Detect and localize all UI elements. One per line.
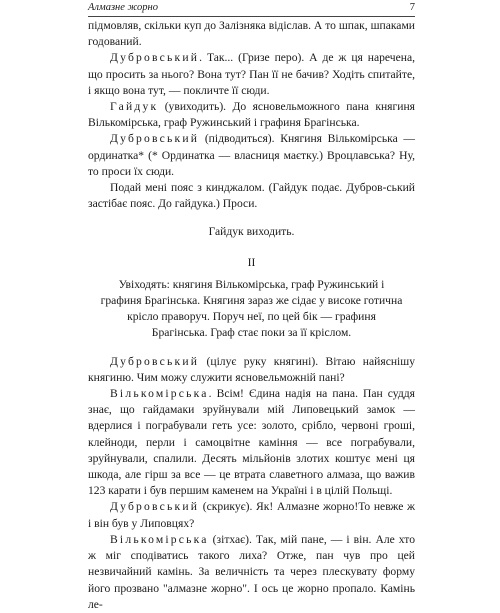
act-heading: II [247,255,256,269]
speaker-name: Вількомірська [110,532,209,546]
speaker-name: Дубровський [110,500,200,514]
stage-direction: Увіходять: княгиня Вількомірська, граф Ружинський і графиня Брагінська. Княгиня зараз же сідає у високе готична крісло праворуч. Поруч неї, по цей бік — графиня Брагінська. Граф стає поки за її кріслом. [100,277,403,340]
dialogue-text: (підводиться). Княгиня Вількомірська — ординатка* (* Ординатка — власниця маєтку.) Вроцлавська? Ну, то проси їх сюди. [88,132,415,178]
speaker-name: Гайдук [110,100,159,114]
running-header [88,2,415,17]
dialogue-text: (увиходить). До ясновельможного пана княгиня Вількомірська, граф Ружинський і графиня Брагінська. [88,100,415,130]
paragraph: Подай мені пояс з кинджалом. (Гайдук подає. Дубров-ський застібає пояс. До гайдука.) Проси. [88,181,415,211]
speaker-name: Дубровський [110,51,200,65]
running-title: Алмазне жорно [88,2,158,13]
dialogue-line [88,50,415,99]
dialogue-text: (зітхає). Так, мій пане, — і він. Але хто ж міг сподіватись такого лиха? Отже, пан чув про цей незвичайний камінь. За величність та через плескувату форму його прозвано "алмазне жорно". І ось це жорно пропало. Камінь ле- [88,532,415,611]
dialogue-text: . Так... (Гризе перо). А де ж ця наречена, що просить за нього? Вона тут? Пан її не бачив? Ходіть спитайте, і якщо вона тут, — покличте її сюди. [88,51,415,97]
speaker-name: Дубровський [110,132,200,146]
paragraph: підмовляв, скільки куп до Залізняка відіслав. А то шпак, шпаками годований. [88,19,415,49]
page-body [88,18,415,613]
dialogue-line [88,386,415,499]
dialogue-line [88,354,415,386]
dialogue-line [88,99,415,131]
speaker-name: Дубровський [110,354,200,368]
dialogue-line [88,499,415,531]
dialogue-text: (скрикує). Як! Алмазне жорно!То невже ж і він був у Липовцях? [88,500,415,530]
dialogue-text: . Всім! Єдина надія на пана. Пан суддя знає, що гайдамаки зруйнували мій Липовецький замок — вдерлися і пограбували геть усе: золото, срібло, червоні гроші, клейноди, перли і самоцвітне каміння — все пограбували, зруйнували, спалили. Десять мільйонів злотих коштує мені ця шкода, але гірш за все — це втрата славетного алмаза, що важив 123 карати і був першим каменем на Україні і в цілій Польщі. [88,387,415,498]
dialogue-line [88,131,415,180]
page-number: 7 [409,2,415,13]
stage-direction-exit: Гайдук виходить. [208,225,295,239]
dialogue-text: (цілує руку княгині). Вітаю найяснішу княгиню. Чим можу служити ясновельможній пані? [88,354,415,384]
dialogue-line [88,532,415,613]
speaker-name: Вількомірська [110,387,209,401]
